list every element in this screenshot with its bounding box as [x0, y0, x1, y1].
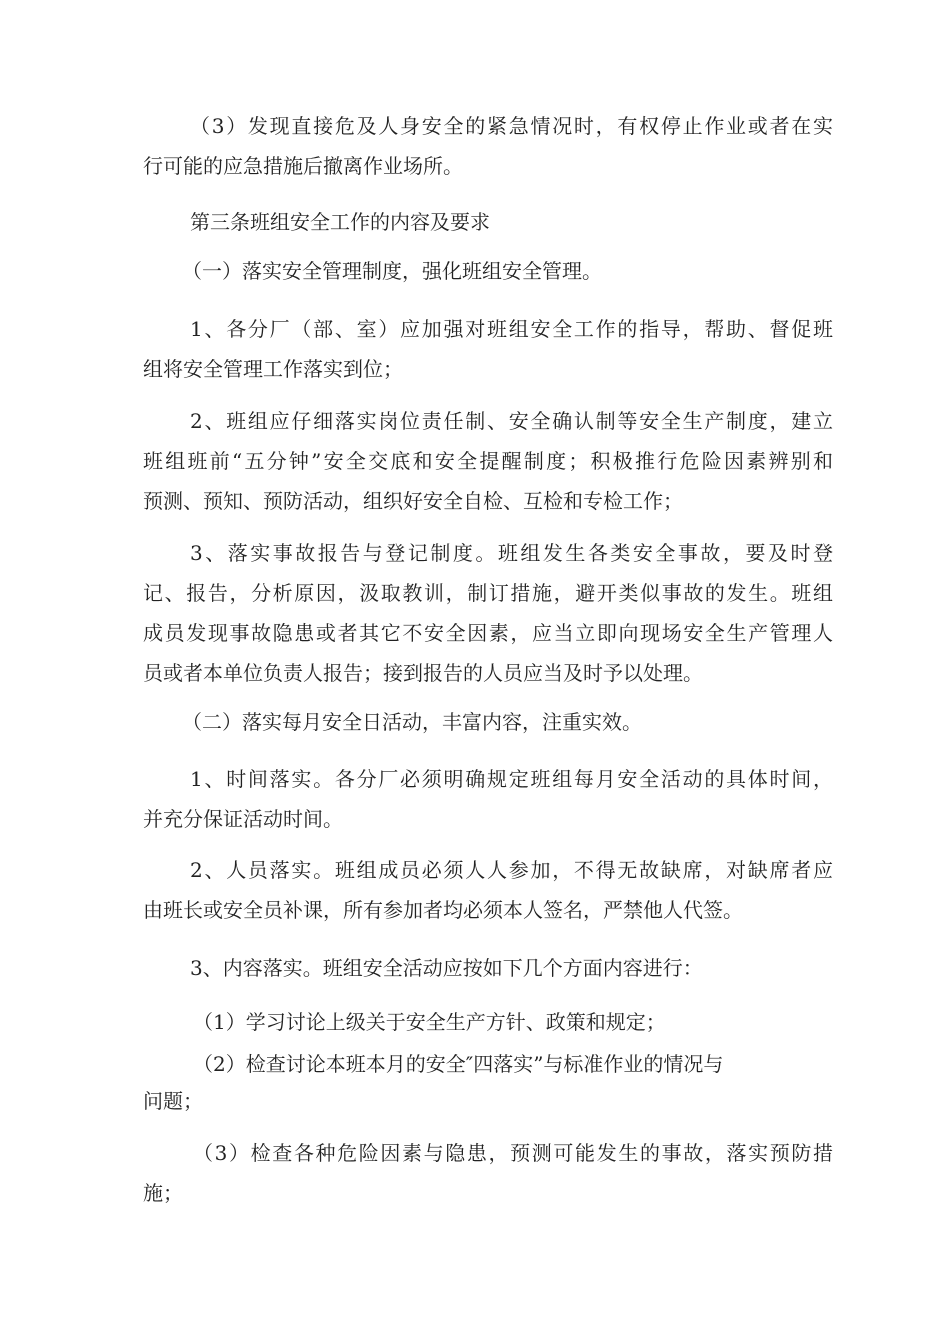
- text-line: 预测、预知、预防活动，组织好安全自检、互检和专检工作；: [143, 489, 683, 513]
- text-line: 第三条班组安全工作的内容及要求: [190, 210, 490, 234]
- text-line: 并充分保证活动时间。: [143, 807, 343, 831]
- text-line: （3）检查各种危险因素与隐患，预测可能发生的事故，落实预防措: [193, 1141, 833, 1165]
- text-line: 成员发现事故隐患或者其它不安全因素，应当立即向现场安全生产管理人: [143, 621, 833, 645]
- text-line: 施；: [143, 1181, 183, 1205]
- text-line: 1、各分厂（部、室）应加强对班组安全工作的指导，帮助、督促班: [190, 317, 833, 341]
- text-line: 班组班前“五分钟”安全交底和安全提醒制度；积极推行危险因素辨别和: [143, 449, 833, 473]
- text-line: 员或者本单位负责人报告；接到报告的人员应当及时予以处理。: [143, 661, 703, 685]
- text-line: 组将安全管理工作落实到位；: [143, 357, 403, 381]
- text-line: 问题；: [143, 1089, 203, 1113]
- text-line: 行可能的应急措施后撤离作业场所。: [143, 154, 463, 178]
- text-line: 2、班组应仔细落实岗位责任制、安全确认制等安全生产制度，建立: [190, 409, 833, 433]
- text-line: （二）落实每月安全日活动，丰富内容，注重实效。: [182, 710, 642, 734]
- text-line: 由班长或安全员补课，所有参加者均必须本人签名，严禁他人代签。: [143, 898, 743, 922]
- text-line: （1）学习讨论上级关于安全生产方针、政策和规定；: [193, 1010, 666, 1034]
- text-line: 3、落实事故报告与登记制度。班组发生各类安全事故，要及时登: [190, 541, 833, 565]
- text-line: 3、内容落实。班组安全活动应按如下几个方面内容进行：: [190, 956, 703, 980]
- text-line: （2）检查讨论本班本月的安全″四落实”与标准作业的情况与: [193, 1052, 724, 1076]
- text-line: 记、报告，分析原因，汲取教训，制订措施，避开类似事故的发生。班组: [143, 581, 833, 605]
- text-line: （3）发现直接危及人身安全的紧急情况时，有权停止作业或者在实: [190, 114, 833, 138]
- text-line: 2、人员落实。班组成员必须人人参加，不得无故缺席，对缺席者应: [190, 858, 833, 882]
- text-line: 1、时间落实。各分厂必须明确规定班组每月安全活动的具体时间，: [190, 767, 833, 791]
- text-line: （一）落实安全管理制度，强化班组安全管理。: [182, 259, 602, 283]
